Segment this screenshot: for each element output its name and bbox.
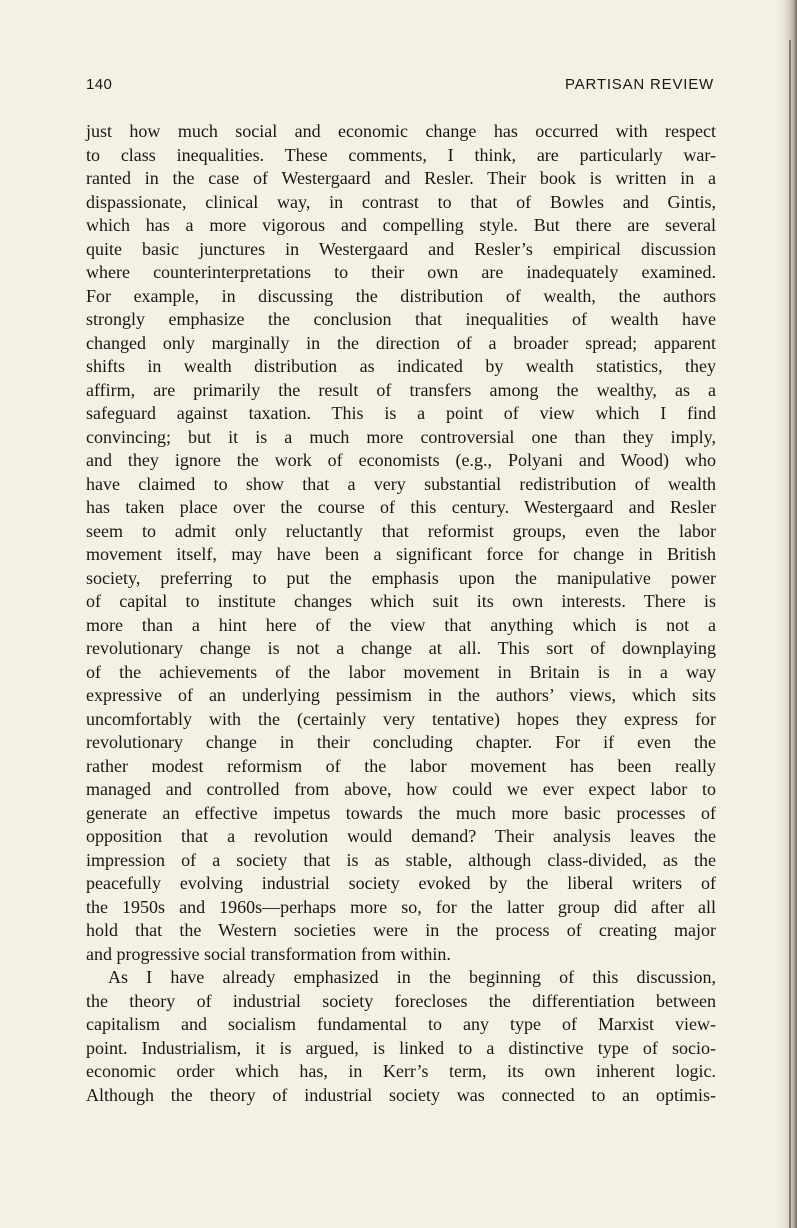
text-line: impression of a society that is as stable, although class-divided, as the xyxy=(86,849,716,870)
text-line: rather modest reformism of the labor movement has been really xyxy=(86,755,716,776)
running-head: PARTISAN REVIEW xyxy=(565,76,714,93)
text-line: As I have already emphasized in the beginning of this discussion, xyxy=(108,967,716,987)
text-line: revolutionary change in their concluding chapter. For if even the xyxy=(86,732,716,752)
text-line: For example, in discussing the distribution of wealth, the authors xyxy=(86,285,716,306)
text-line: safeguard against taxation. This is a point of view which I find xyxy=(86,403,716,423)
text-line: convincing; but it is a much more controversial one than they imply, xyxy=(86,426,716,447)
text-line: revolutionary change is not a change at all. This sort of downplaying xyxy=(86,638,716,658)
text-line: strongly emphasize the conclusion that inequalities of wealth have xyxy=(86,309,716,329)
text-line: where counterinterpretations to their own are inadequately examined. xyxy=(86,262,716,282)
text-line: capitalism and socialism fundamental to any type of Marxist view- xyxy=(86,1014,716,1034)
text-line: point. Industrialism, it is argued, is linked to a distinctive type of socio- xyxy=(86,1037,716,1058)
text-line: shifts in wealth distribution as indicated by wealth statistics, they xyxy=(86,356,716,376)
text-line: and progressive social transformation from within. xyxy=(86,943,451,964)
body-text xyxy=(86,120,716,1107)
text-line: more than a hint here of the view that anything which is not a xyxy=(86,614,716,635)
text-line: hold that the Western societies were in the process of creating major xyxy=(86,920,716,940)
text-line: economic order which has, in Kerr’s term, its own inherent logic. xyxy=(86,1061,716,1081)
text-line: quite basic junctures in Westergaard and Resler’s empirical discussion xyxy=(86,238,716,259)
text-line: which has a more vigorous and compelling style. But there are several xyxy=(86,215,716,235)
text-line: of capital to institute changes which suit its own interests. There is xyxy=(86,591,716,611)
text-line: to class inequalities. These comments, I think, are particularly war- xyxy=(86,144,716,165)
text-line: opposition that a revolution would demand? Their analysis leaves the xyxy=(86,826,716,846)
text-line: movement itself, may have been a significant force for change in British xyxy=(86,544,716,564)
binding-edge xyxy=(789,40,791,1228)
text-line: of the achievements of the labor movement in Britain is in a way xyxy=(86,661,716,682)
text-line: peacefully evolving industrial society evoked by the liberal writers of xyxy=(86,873,716,893)
text-line: affirm, are primarily the result of transfers among the wealthy, as a xyxy=(86,379,716,400)
text-line: the theory of industrial society forecloses the differentiation between xyxy=(86,990,716,1011)
text-line: just how much social and economic change has occurred with respect xyxy=(86,121,716,141)
text-line: has taken place over the course of this century. Westergaard and Resler xyxy=(86,497,716,517)
text-line: dispassionate, clinical way, in contrast to that of Bowles and Gintis, xyxy=(86,191,716,212)
text-line: have claimed to show that a very substantial redistribution of wealth xyxy=(86,473,716,494)
text-line: the 1950s and 1960s—perhaps more so, for the latter group did after all xyxy=(86,896,716,917)
text-line: Although the theory of industrial society was connected to an optimis- xyxy=(86,1084,716,1105)
text-line: changed only marginally in the direction of a broader spread; apparent xyxy=(86,332,716,353)
page-edge-shadow xyxy=(775,0,797,1228)
text-line: society, preferring to put the emphasis upon the manipulative power xyxy=(86,567,716,588)
text-line: generate an effective impetus towards the much more basic processes of xyxy=(86,802,716,823)
text-line: ranted in the case of Westergaard and Resler. Their book is written in a xyxy=(86,168,716,188)
page-header xyxy=(86,76,714,96)
text-line: managed and controlled from above, how could we ever expect labor to xyxy=(86,779,716,799)
text-line: and they ignore the work of economists (e.g., Polyani and Wood) who xyxy=(86,450,716,470)
text-line: expressive of an underlying pessimism in the authors’ views, which sits xyxy=(86,685,716,705)
text-line: seem to admit only reluctantly that reformist groups, even the labor xyxy=(86,520,716,541)
page-number: 140 xyxy=(86,76,113,93)
paragraph xyxy=(86,120,716,966)
text-line: uncomfortably with the (certainly very tentative) hopes they express for xyxy=(86,708,716,729)
paragraph xyxy=(86,966,716,1107)
